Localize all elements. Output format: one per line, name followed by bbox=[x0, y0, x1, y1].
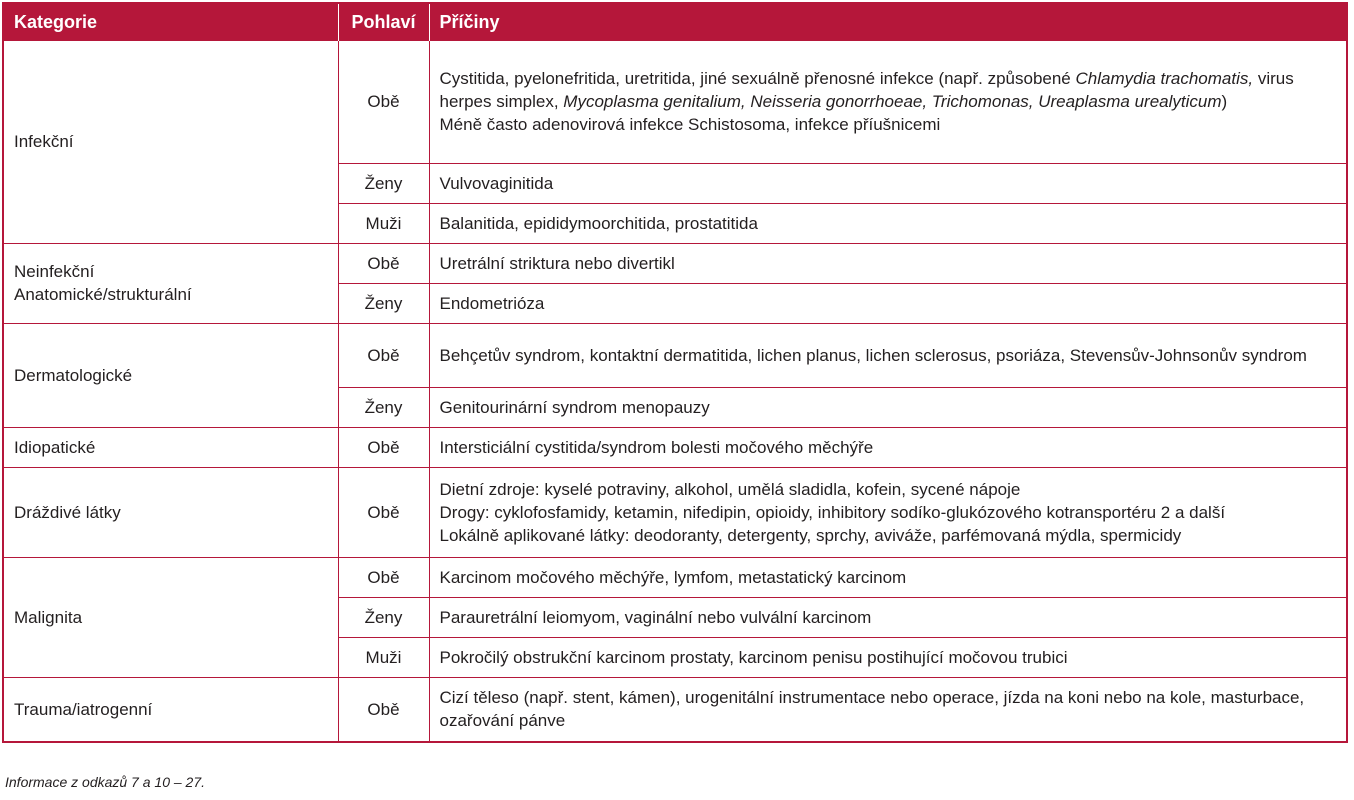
cause-cell bbox=[429, 387, 1346, 427]
cause-text: Méně často adenovirová infekce Schistosoma, infekce příušnicemi bbox=[439, 115, 941, 135]
sex-cell: Ženy bbox=[338, 597, 429, 637]
table-body bbox=[4, 41, 1346, 741]
table-row bbox=[4, 41, 1346, 163]
category-cell bbox=[4, 467, 338, 557]
cause-text: virus herpes simplex, bbox=[439, 69, 1294, 112]
cause-line bbox=[440, 67, 1337, 113]
category-cell bbox=[4, 323, 338, 427]
sex-cell: Ženy bbox=[338, 163, 429, 203]
cause-cell bbox=[429, 467, 1346, 557]
cause-text: Pokročilý obstrukční karcinom prostaty, karcinom penisu postihující močovou trubici bbox=[439, 647, 1068, 667]
cause-line bbox=[440, 686, 1337, 732]
category-label: Trauma/iatrogenní bbox=[14, 699, 153, 719]
cause-cell bbox=[429, 203, 1346, 243]
cause-text-italic: Chlamydia trachomatis, bbox=[1075, 69, 1254, 89]
category-cell bbox=[4, 557, 338, 677]
table-header-row bbox=[4, 4, 1346, 41]
sex-cell: Obě bbox=[338, 323, 429, 387]
table-row bbox=[4, 243, 1346, 283]
cause-cell bbox=[429, 283, 1346, 323]
cause-line bbox=[440, 252, 1337, 275]
cause-line bbox=[440, 172, 1337, 195]
cause-text: Uretrální striktura nebo divertikl bbox=[439, 253, 675, 273]
cause-line bbox=[440, 524, 1337, 547]
cause-cell bbox=[429, 677, 1346, 741]
table-row bbox=[4, 427, 1346, 467]
category-label: Neinfekční bbox=[14, 262, 95, 281]
sex-cell: Obě bbox=[338, 557, 429, 597]
cause-line bbox=[440, 501, 1337, 524]
cause-cell bbox=[429, 243, 1346, 283]
cause-text: Drogy: cyklofosfamidy, ketamin, nifedipin, opioidy, inhibitory sodíko-glukózového kotransportéru 2 a další bbox=[439, 502, 1226, 522]
category-cell bbox=[4, 41, 338, 243]
cause-text: Parauretrální leiomyom, vaginální nebo vulvální karcinom bbox=[439, 607, 872, 627]
cause-text: Lokálně aplikované látky: deodoranty, detergenty, sprchy, aviváže, parfémovaná mýdla, spermicidy bbox=[439, 525, 1182, 545]
cause-line bbox=[440, 566, 1337, 589]
cause-text: Intersticiální cystitida/syndrom bolesti močového měchýře bbox=[439, 437, 874, 457]
cause-cell bbox=[429, 427, 1346, 467]
sex-cell: Muži bbox=[338, 637, 429, 677]
cause-text: Cizí těleso (např. stent, kámen), urogenitální instrumentace nebo operace, jízda na koni nebo na kole, masturbace, ozařování pánve bbox=[439, 688, 1305, 731]
sex-cell: Obě bbox=[338, 677, 429, 741]
cause-text: Dietní zdroje: kyselé potraviny, alkohol, umělá sladidla, kofein, sycené nápoje bbox=[439, 479, 1021, 499]
cause-line bbox=[440, 212, 1337, 235]
sex-cell: Obě bbox=[338, 243, 429, 283]
sex-cell: Obě bbox=[338, 467, 429, 557]
cause-line bbox=[440, 292, 1337, 315]
category-label: Infekční bbox=[14, 132, 74, 152]
sex-cell: Ženy bbox=[338, 387, 429, 427]
table-row bbox=[4, 467, 1346, 557]
cause-cell bbox=[429, 41, 1346, 163]
cause-text: Genitourinární syndrom menopauzy bbox=[439, 397, 710, 417]
cause-text: Endometrióza bbox=[439, 293, 545, 313]
cause-text: Cystitida, pyelonefritida, uretritida, jiné sexuálně přenosné infekce (např. způsobené bbox=[439, 69, 1076, 89]
header-category: Kategorie bbox=[4, 4, 338, 41]
category-cell bbox=[4, 427, 338, 467]
table-row bbox=[4, 557, 1346, 597]
category-label: Dermatologické bbox=[14, 365, 133, 385]
table-row bbox=[4, 323, 1346, 387]
cause-cell bbox=[429, 637, 1346, 677]
causes-table bbox=[2, 2, 1348, 743]
cause-text: ) bbox=[1221, 92, 1228, 112]
category-label: Dráždivé látky bbox=[14, 502, 121, 522]
sex-cell: Ženy bbox=[338, 283, 429, 323]
table-row bbox=[4, 677, 1346, 741]
cause-cell bbox=[429, 163, 1346, 203]
category-label: Malignita bbox=[14, 607, 83, 627]
cause-line bbox=[440, 436, 1337, 459]
cause-text-italic: Mycoplasma genitalium, Neisseria gonorrhoeae, Trichomonas, Ureaplasma urealyticum bbox=[563, 92, 1222, 112]
cause-text: Behçetův syndrom, kontaktní dermatitida, lichen planus, lichen sclerosus, psoriáza, Stevensův-Johnsonův syndrom bbox=[439, 345, 1307, 365]
cause-text: Karcinom močového měchýře, lymfom, metastatický karcinom bbox=[439, 567, 907, 587]
cause-line bbox=[440, 646, 1337, 669]
sex-cell: Obě bbox=[338, 41, 429, 163]
causes-table-grid bbox=[4, 4, 1346, 741]
cause-cell bbox=[429, 323, 1346, 387]
category-label: Anatomické/strukturální bbox=[14, 285, 192, 304]
cause-text: Balanitida, epididymoorchitida, prostatitida bbox=[439, 213, 758, 233]
header-sex: Pohlaví bbox=[338, 4, 429, 41]
category-cell bbox=[4, 677, 338, 741]
cause-line bbox=[440, 396, 1337, 419]
cause-line bbox=[440, 606, 1337, 629]
sex-cell: Obě bbox=[338, 427, 429, 467]
cause-cell bbox=[429, 597, 1346, 637]
cause-line bbox=[440, 113, 1337, 136]
cause-line bbox=[440, 344, 1337, 367]
sex-cell: Muži bbox=[338, 203, 429, 243]
cause-cell bbox=[429, 557, 1346, 597]
cause-text: Vulvovaginitida bbox=[439, 173, 554, 193]
header-causes: Příčiny bbox=[429, 4, 1346, 41]
cause-line bbox=[440, 478, 1337, 501]
category-cell bbox=[4, 243, 338, 323]
source-footnote: Informace z odkazů 7 a 10 – 27. bbox=[5, 774, 206, 790]
category-label: Idiopatické bbox=[14, 437, 96, 457]
